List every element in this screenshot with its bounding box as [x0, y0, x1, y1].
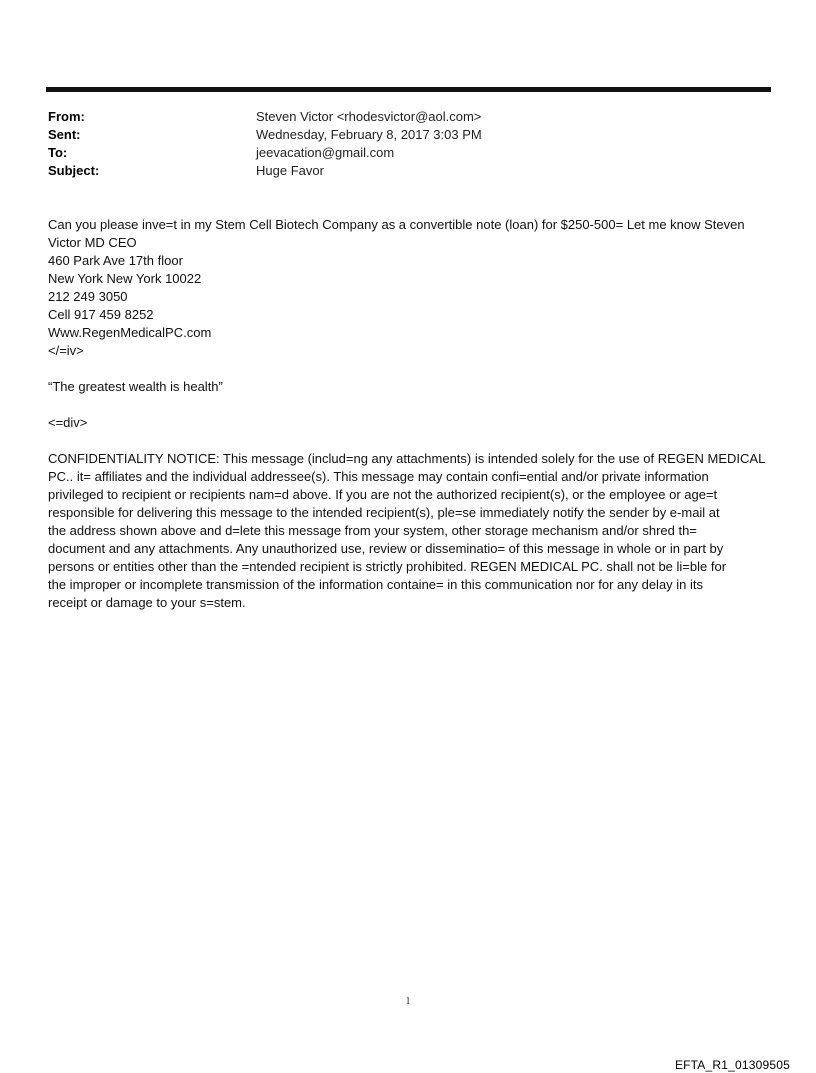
- notice-line: responsible for delivering this message to the intended recipient(s), ple=se immediately notify the sender by e-mail at: [48, 505, 720, 520]
- notice-line: the improper or incomplete transmission of the information containe= in this communication nor for any delay in its: [48, 577, 704, 592]
- document-id: EFTA_R1_01309505: [674, 1058, 790, 1072]
- email-header: [48, 108, 768, 180]
- markup-artifact: </=iv>: [48, 343, 84, 358]
- subject-label: Subject:: [48, 163, 100, 178]
- body-line: Victor MD CEO: [48, 235, 137, 250]
- notice-line: privileged to recipient or recipients nam=d above. If you are not the authorized recipient(s), or the employee or age=t: [48, 487, 718, 502]
- from-value: Steven Victor <rhodesvictor@aol.com>: [256, 109, 482, 124]
- to-row: [48, 144, 768, 162]
- cell-line: Cell 917 459 8252: [48, 307, 154, 322]
- notice-line: CONFIDENTIALITY NOTICE: This message (includ=ng any attachments) is intended solely for the use of REGEN MEDICAL: [48, 451, 766, 466]
- phone-line: 212 249 3050: [48, 289, 128, 304]
- page-number: 1: [405, 996, 411, 1007]
- markup-artifact: <=div>: [48, 415, 88, 430]
- notice-line: the address shown above and d=lete this message from your system, other storage mechanism and/or shred th=: [48, 523, 697, 538]
- website-line: Www.RegenMedicalPC.com: [48, 325, 212, 340]
- subject-value: Huge Favor: [256, 163, 324, 178]
- email-body: [48, 216, 770, 612]
- to-label: To:: [48, 145, 68, 160]
- header-divider: [46, 87, 771, 92]
- notice-line: receipt or damage to your s=stem.: [48, 595, 246, 610]
- from-row: [48, 108, 768, 126]
- sent-label: Sent:: [48, 127, 81, 142]
- address-line: New York New York 10022: [48, 271, 202, 286]
- notice-line: document and any attachments. Any unauthorized use, review or disseminatio= of this message in whole or in part by: [48, 541, 724, 556]
- address-line: 460 Park Ave 17th floor: [48, 253, 183, 268]
- notice-line: PC.. it= affiliates and the individual addressee(s). This message may contain confi=ential and/or private information: [48, 469, 709, 484]
- signature-quote: “The greatest wealth is health”: [48, 379, 223, 394]
- body-line: Can you please inve=t in my Stem Cell Biotech Company as a convertible note (loan) for $250-500= Let me know Steven: [48, 217, 745, 232]
- to-value: jeevacation@gmail.com: [256, 145, 395, 160]
- confidentiality-notice: [48, 450, 770, 612]
- from-label: From:: [48, 109, 85, 124]
- subject-row: [48, 162, 768, 180]
- sent-row: [48, 126, 768, 144]
- notice-line: persons or entities other than the =ntended recipient is strictly prohibited. REGEN MEDICAL PC. shall not be li=ble for: [48, 559, 727, 574]
- sent-value: Wednesday, February 8, 2017 3:03 PM: [256, 127, 482, 142]
